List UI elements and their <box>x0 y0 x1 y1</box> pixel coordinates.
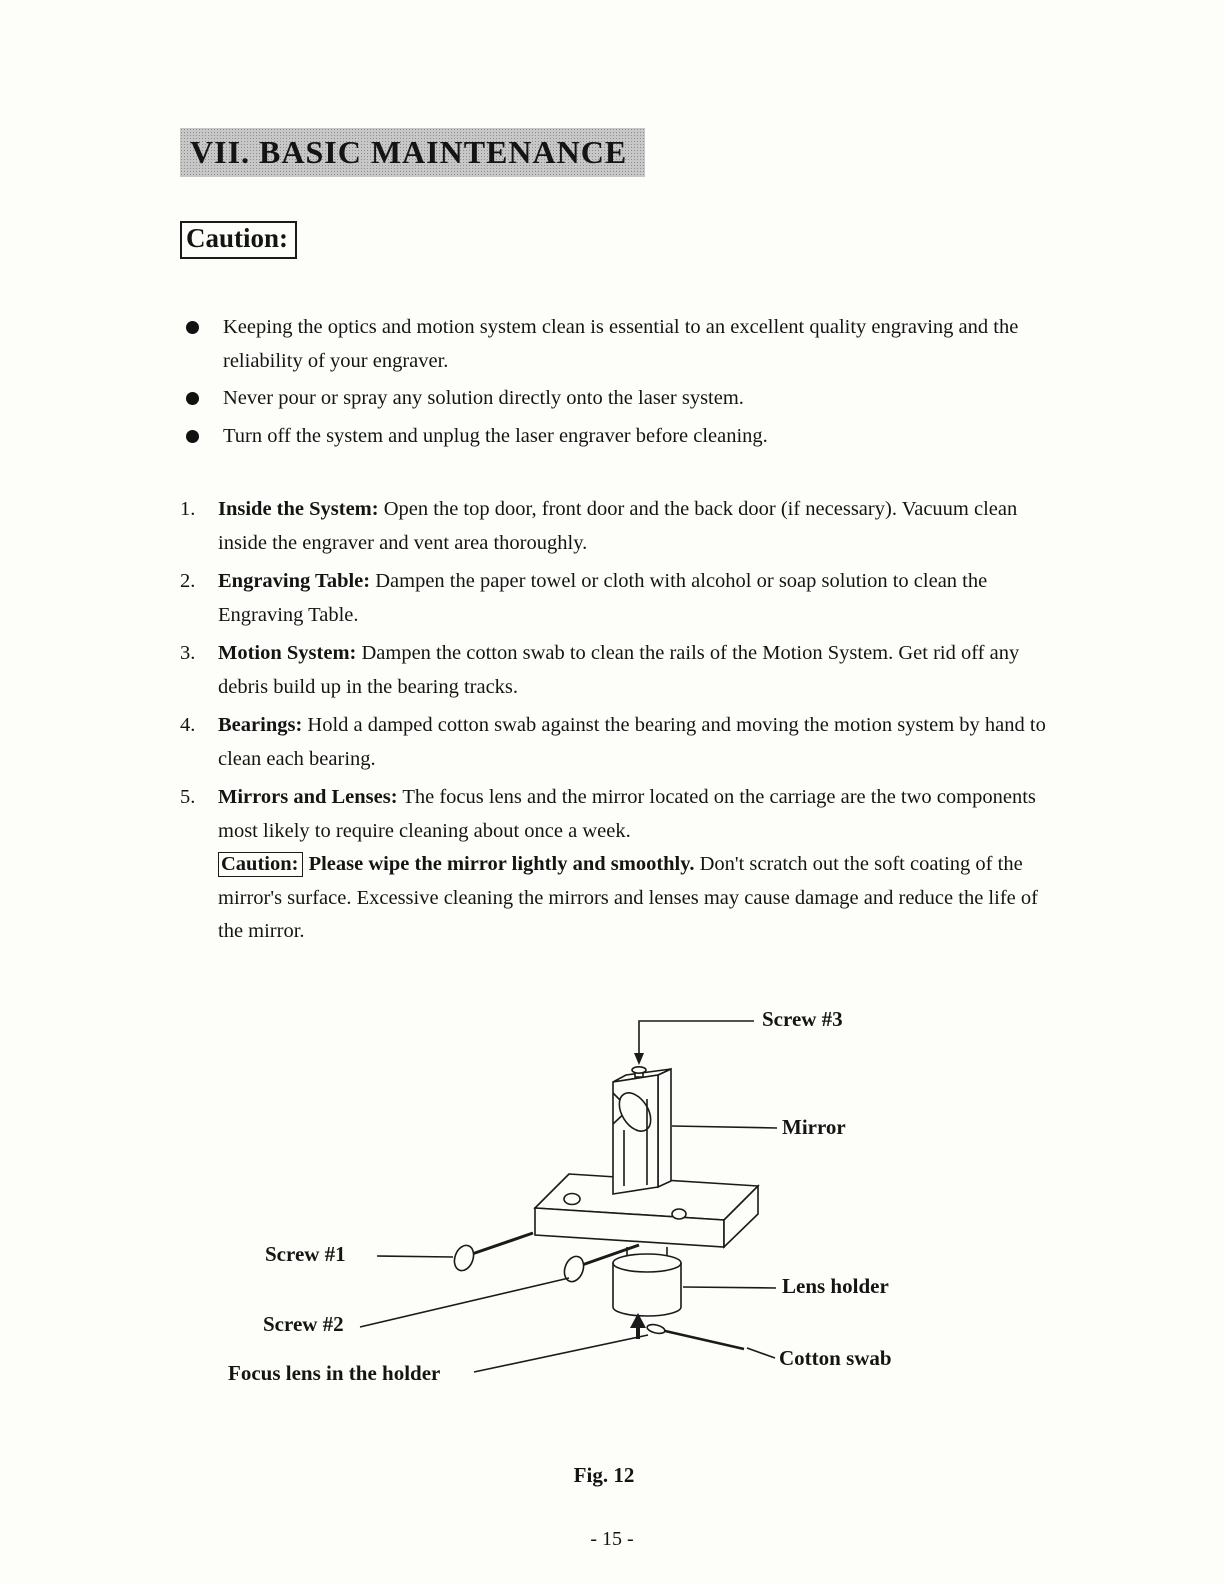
step-text: The focus lens and the mirror located on the carriage are the two components most likely to require cleaning about once a week. <box>218 786 1036 842</box>
step-body <box>218 709 1054 776</box>
figure-label-screw2: Screw #2 <box>263 1311 344 1336</box>
figure-label-lens-holder: Lens holder <box>782 1273 889 1298</box>
figure-12 <box>180 995 1060 1427</box>
maintenance-steps-list <box>180 493 1054 949</box>
step-label: Engraving Table: <box>218 570 371 592</box>
caution-inline-box: Caution: <box>218 852 303 877</box>
leader-focus-lens <box>474 1335 648 1372</box>
step-body <box>218 637 1054 704</box>
screw1-drawing <box>451 1233 533 1273</box>
step-number: 4. <box>180 714 196 736</box>
lens-holder-drawing <box>613 1247 681 1316</box>
bullet-text: Keeping the optics and motion system clean is essential to an excellent quality engraving and the reliability of your engraver. <box>223 316 1019 372</box>
list-item <box>186 420 1054 454</box>
step-text: Dampen the paper towel or cloth with alcohol or soap solution to clean the Engraving Table. <box>218 570 988 626</box>
figure-label-mirror: Mirror <box>782 1114 846 1139</box>
section-title: VII. BASIC MAINTENANCE <box>180 128 645 177</box>
step-number: 3. <box>180 642 196 664</box>
caution-bullet-list <box>186 311 1054 453</box>
step-text: Dampen the cotton swab to clean the rails of the Motion System. Get rid off any debris build up in the bearing tracks. <box>218 642 1020 698</box>
bullet-text: Never pour or spray any solution directly onto the laser system. <box>223 387 744 409</box>
step-item <box>180 781 1054 949</box>
step-text: Open the top door, front door and the back door (if necessary). Vacuum clean inside the engraver and vent area thoroughly. <box>218 498 1018 554</box>
step-body <box>218 493 1054 560</box>
arrowhead-down-icon <box>634 1053 644 1065</box>
figure-label-focus-lens: Focus lens in the holder <box>228 1360 441 1385</box>
leader-cotton-swab <box>747 1348 775 1358</box>
leader-lens-holder <box>683 1287 776 1288</box>
mirror-assembly-drawing <box>360 1021 777 1372</box>
step-number: 2. <box>180 570 196 592</box>
step-label: Inside the System: <box>218 498 379 520</box>
step-number: 5. <box>180 786 196 808</box>
caution-bold-text: Please wipe the mirror lightly and smoothly. <box>308 853 695 875</box>
step-label: Motion System: <box>218 642 357 664</box>
figure-label-cotton-swab: Cotton swab <box>779 1345 892 1370</box>
bullet-text: Turn off the system and unplug the laser engraver before cleaning. <box>223 424 768 447</box>
leader-screw2 <box>360 1278 569 1327</box>
figure-caption: Fig. 12 <box>573 1462 635 1487</box>
figure-label-screw3: Screw #3 <box>762 1006 843 1031</box>
leader-screw1 <box>377 1256 453 1257</box>
caution-heading: Caution: <box>180 221 297 259</box>
bullet-icon <box>186 392 199 405</box>
step-item <box>180 637 1054 704</box>
step-item <box>180 493 1054 560</box>
step-body <box>218 565 1054 632</box>
step-label: Mirrors and Lenses: <box>218 786 398 808</box>
leader-screw3 <box>639 1021 754 1053</box>
list-item <box>186 382 1054 416</box>
bullet-icon <box>186 321 199 334</box>
mirror-bracket-drawing <box>613 1069 671 1194</box>
step-number: 1. <box>180 498 196 520</box>
step-label: Bearings: <box>218 714 303 736</box>
step-body <box>218 781 1054 949</box>
figure-label-screw1: Screw #1 <box>265 1241 346 1266</box>
step-text: Hold a damped cotton swab against the bearing and moving the motion system by hand to clean each bearing. <box>218 714 1046 770</box>
cotton-swab-drawing <box>630 1313 744 1349</box>
list-item <box>186 311 1054 378</box>
bullet-icon <box>186 430 199 443</box>
step-item <box>180 709 1054 776</box>
leader-mirror <box>672 1126 777 1128</box>
step-item <box>180 565 1054 632</box>
caution-rest-text: Don't scratch out the soft coating of the mirror's surface. Excessive cleaning the mirrors and lenses may cause damage and reduce the life of the mirror. <box>218 853 1038 942</box>
page-number: - 15 - <box>590 1528 634 1550</box>
